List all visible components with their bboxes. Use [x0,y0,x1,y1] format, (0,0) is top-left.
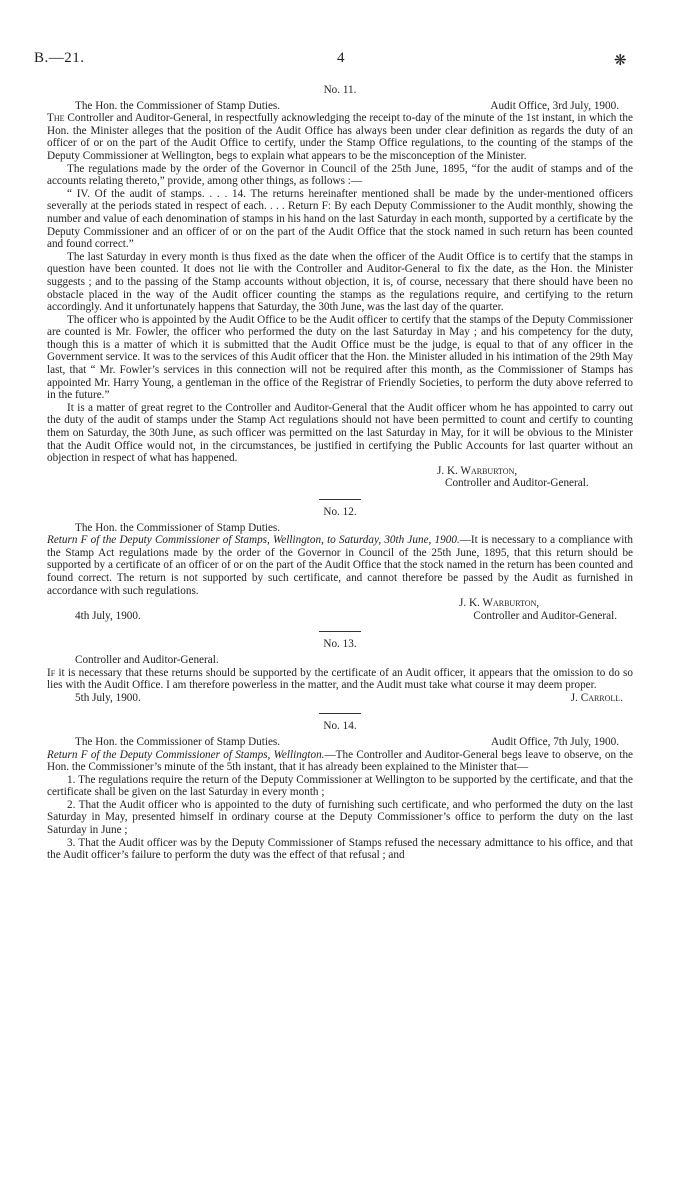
letter-no-14 [47,720,633,862]
signature-title: Controller and Auditor-General. [473,609,617,622]
letter-no-13 [47,638,633,704]
paragraph: Return F of the Deputy Commissioner of Stamps, Wellington, to Saturday, 30th June, 1900.—It is necessary to a compliance with the Stamp Act regulations made by the order of the Governor in Council of the 25th June, 1895, that this return should be supported by a certificate of an officer of or on the part of the Audit Office that the stock named in the return has been counted and found correct. The return is not supported by such certificate, and cannot therefore be passed by the Audit as furnished in accordance with such regulations. [47,534,633,597]
letter-number: No. 11. [323,84,357,96]
signature-name: J. K. Warburton, [459,597,540,610]
addressee: The Hon. the Commissioner of Stamp Duties. [75,521,281,534]
letter-no-12 [47,506,633,622]
addressee: The Hon. the Commissioner of Stamp Duties. [75,735,281,748]
letter-date: 4th July, 1900. [75,609,141,622]
paragraph: The Controller and Auditor-General, in respectfully acknowledging the receipt to-day of the minute of the 1st instant, in which the Hon. the Minister alleges that the position of the Audit Office has always been under clear definition as regards the duty of an officer of or on the part of the Audit Office to certify, under the Stamp Office regulations, to the counting of the stamps of the Deputy Commissioner at Wellington, begs to explain what appears to be the misconception of the Minister. [47,112,633,162]
quoted-regulation: “ IV. Of the audit of stamps. . . . 14. The returns hereinafter mentioned shall be made by the under-mentioned officers severally at the periods stated in respect of each. . . . Return F: By each Deputy Commissioner to the Audit monthly, showing the number and value of each denomination of stamps in his hand on the last Saturday in each month, supported by a certificate by the Deputy Commissioner and an officer of or on the part of the Audit Office that the stock named in such return has been counted and found correct.” [47,187,633,251]
numbered-item: 1. The regulations require the return of the Deputy Commissioner at Wellington to be supported by the certificate, and that the certificate shall be given on the last Saturday in every month ; [47,773,633,799]
signature-title: Controller and Auditor-General. [445,477,589,490]
section-divider [319,499,361,500]
section-divider [319,713,361,714]
paragraph: It is a matter of great regret to the Controller and Auditor-General that the Audit officer whom he has appointed to carry out the duty of the audit of stamps under the Stamp Act regulations should not have been permitted to count and certify to counting them on Saturday, the 30th June, as such officer was permitted on the last Saturday in May, for it will be obvious to the Minister that the Audit Office would not, in the circumstances, be justified in certifying the Public Accounts for last quarter without an objection in respect of what has happened. [47,401,633,465]
place-date: Audit Office, 7th July, 1900. [490,735,619,748]
numbered-item: 2. That the Audit officer who is appointed to the duty of furnishing such certificate, and who performed the duty on the last Saturday in May, presented himself in ordinary course at the Deputy Commissioner’s office to perform the duty on the last Saturday in June ; [47,798,633,837]
address-line [47,654,633,667]
paragraph: If it is necessary that these returns should be supported by the certificate of an Audit officer, it appears that the omission to do so lies with the Audit Office. I am therefore powerless in the matter, and the Audit must take what course it may deem proper. [47,666,633,692]
paragraph: The officer who is appointed by the Audit Office to be the Audit officer to certify that the stamps of the Deputy Commissioner are counted is Mr. Fowler, the officer who performed the duty on the last Saturday in May ; and his competency for the duty, though this is a matter of which it is submitted that the Audit Office must be the judge, is equal to that of any officer in the Government service. It was to the services of this Audit officer that the Hon. the Minister alluded in his intimation of the 29th May last, that “ Mr. Fowler’s services in this connection will not be required after this month, as the Commissioner of Stamps has appointed Mr. Harry Young, a gentleman in the office of the Registrar of Friendly Societies, to perform the duty above referred to in the future.” [47,313,633,402]
paragraph: The last Saturday in every month is thus fixed as the date when the officer of the Audit Office is to certify that the stamps in question have been counted. It does not lie with the Controller and Auditor-General to fix the date, as the Hon. the Minister suggests ; and to the passing of the Stamp accounts without objection, it is, of course, necessary that there should have been no obstacle placed in the way of the Audit officer counting the stamps as the regulations require, and certifying to the return accordingly. And it unfortunately happens that Saturday, the 30th June, was the last day of the quarter. [47,250,633,314]
address-line [47,100,633,113]
signature-name: J. K. Warburton, [437,464,518,477]
page-number: 4 [337,50,345,66]
paragraph-lead: If [47,666,56,679]
addressee: Controller and Auditor-General. [75,653,219,666]
paragraph-lead: The [47,112,65,125]
paragraph: Return F of the Deputy Commissioner of Stamps, Wellington.—The Controller and Auditor-General begs leave to observe, on the Hon. the Commissioner’s minute of the 5th instant, that it has already been explained to the Minister that— [47,748,633,774]
paragraph: The regulations made by the order of the Governor in Council of the 25th June, 1895, “for the audit of stamps and of the accounts relating thereto,” provide, among other things, as follows :— [47,162,633,188]
page-header [0,50,700,72]
letter-number: No. 13. [323,638,357,651]
numbered-item: 3. That the Audit officer was by the Deputy Commissioner of Stamps refused the necessary admittance to his office, and that the Audit officer’s failure to perform the duty was the effect of that refusal ; and [47,836,633,862]
date-signature-line [47,610,633,623]
return-title: Return F of the Deputy Commissioner of Stamps, Wellington. [47,748,325,761]
address-line [47,522,633,535]
signature-name: J. Carroll. [570,691,623,704]
letter-no-11 [47,84,633,490]
address-line [47,736,633,749]
place-date: Audit Office, 3rd July, 1900. [490,99,619,112]
letter-number: No. 14. [323,720,357,733]
letter-number: No. 12. [323,506,357,518]
paper-reference: B.—21. [34,50,85,66]
return-title: Return F of the Deputy Commissioner of Stamps, Wellington, to Saturday, 30th June, 1900. [47,534,460,547]
printer-mark-icon: ❋ [614,53,627,69]
document-body [47,83,633,862]
section-divider [319,631,361,632]
letter-date: 5th July, 1900. [75,691,141,704]
addressee: The Hon. the Commissioner of Stamp Duties. [75,99,281,112]
date-signature-line [47,692,633,705]
